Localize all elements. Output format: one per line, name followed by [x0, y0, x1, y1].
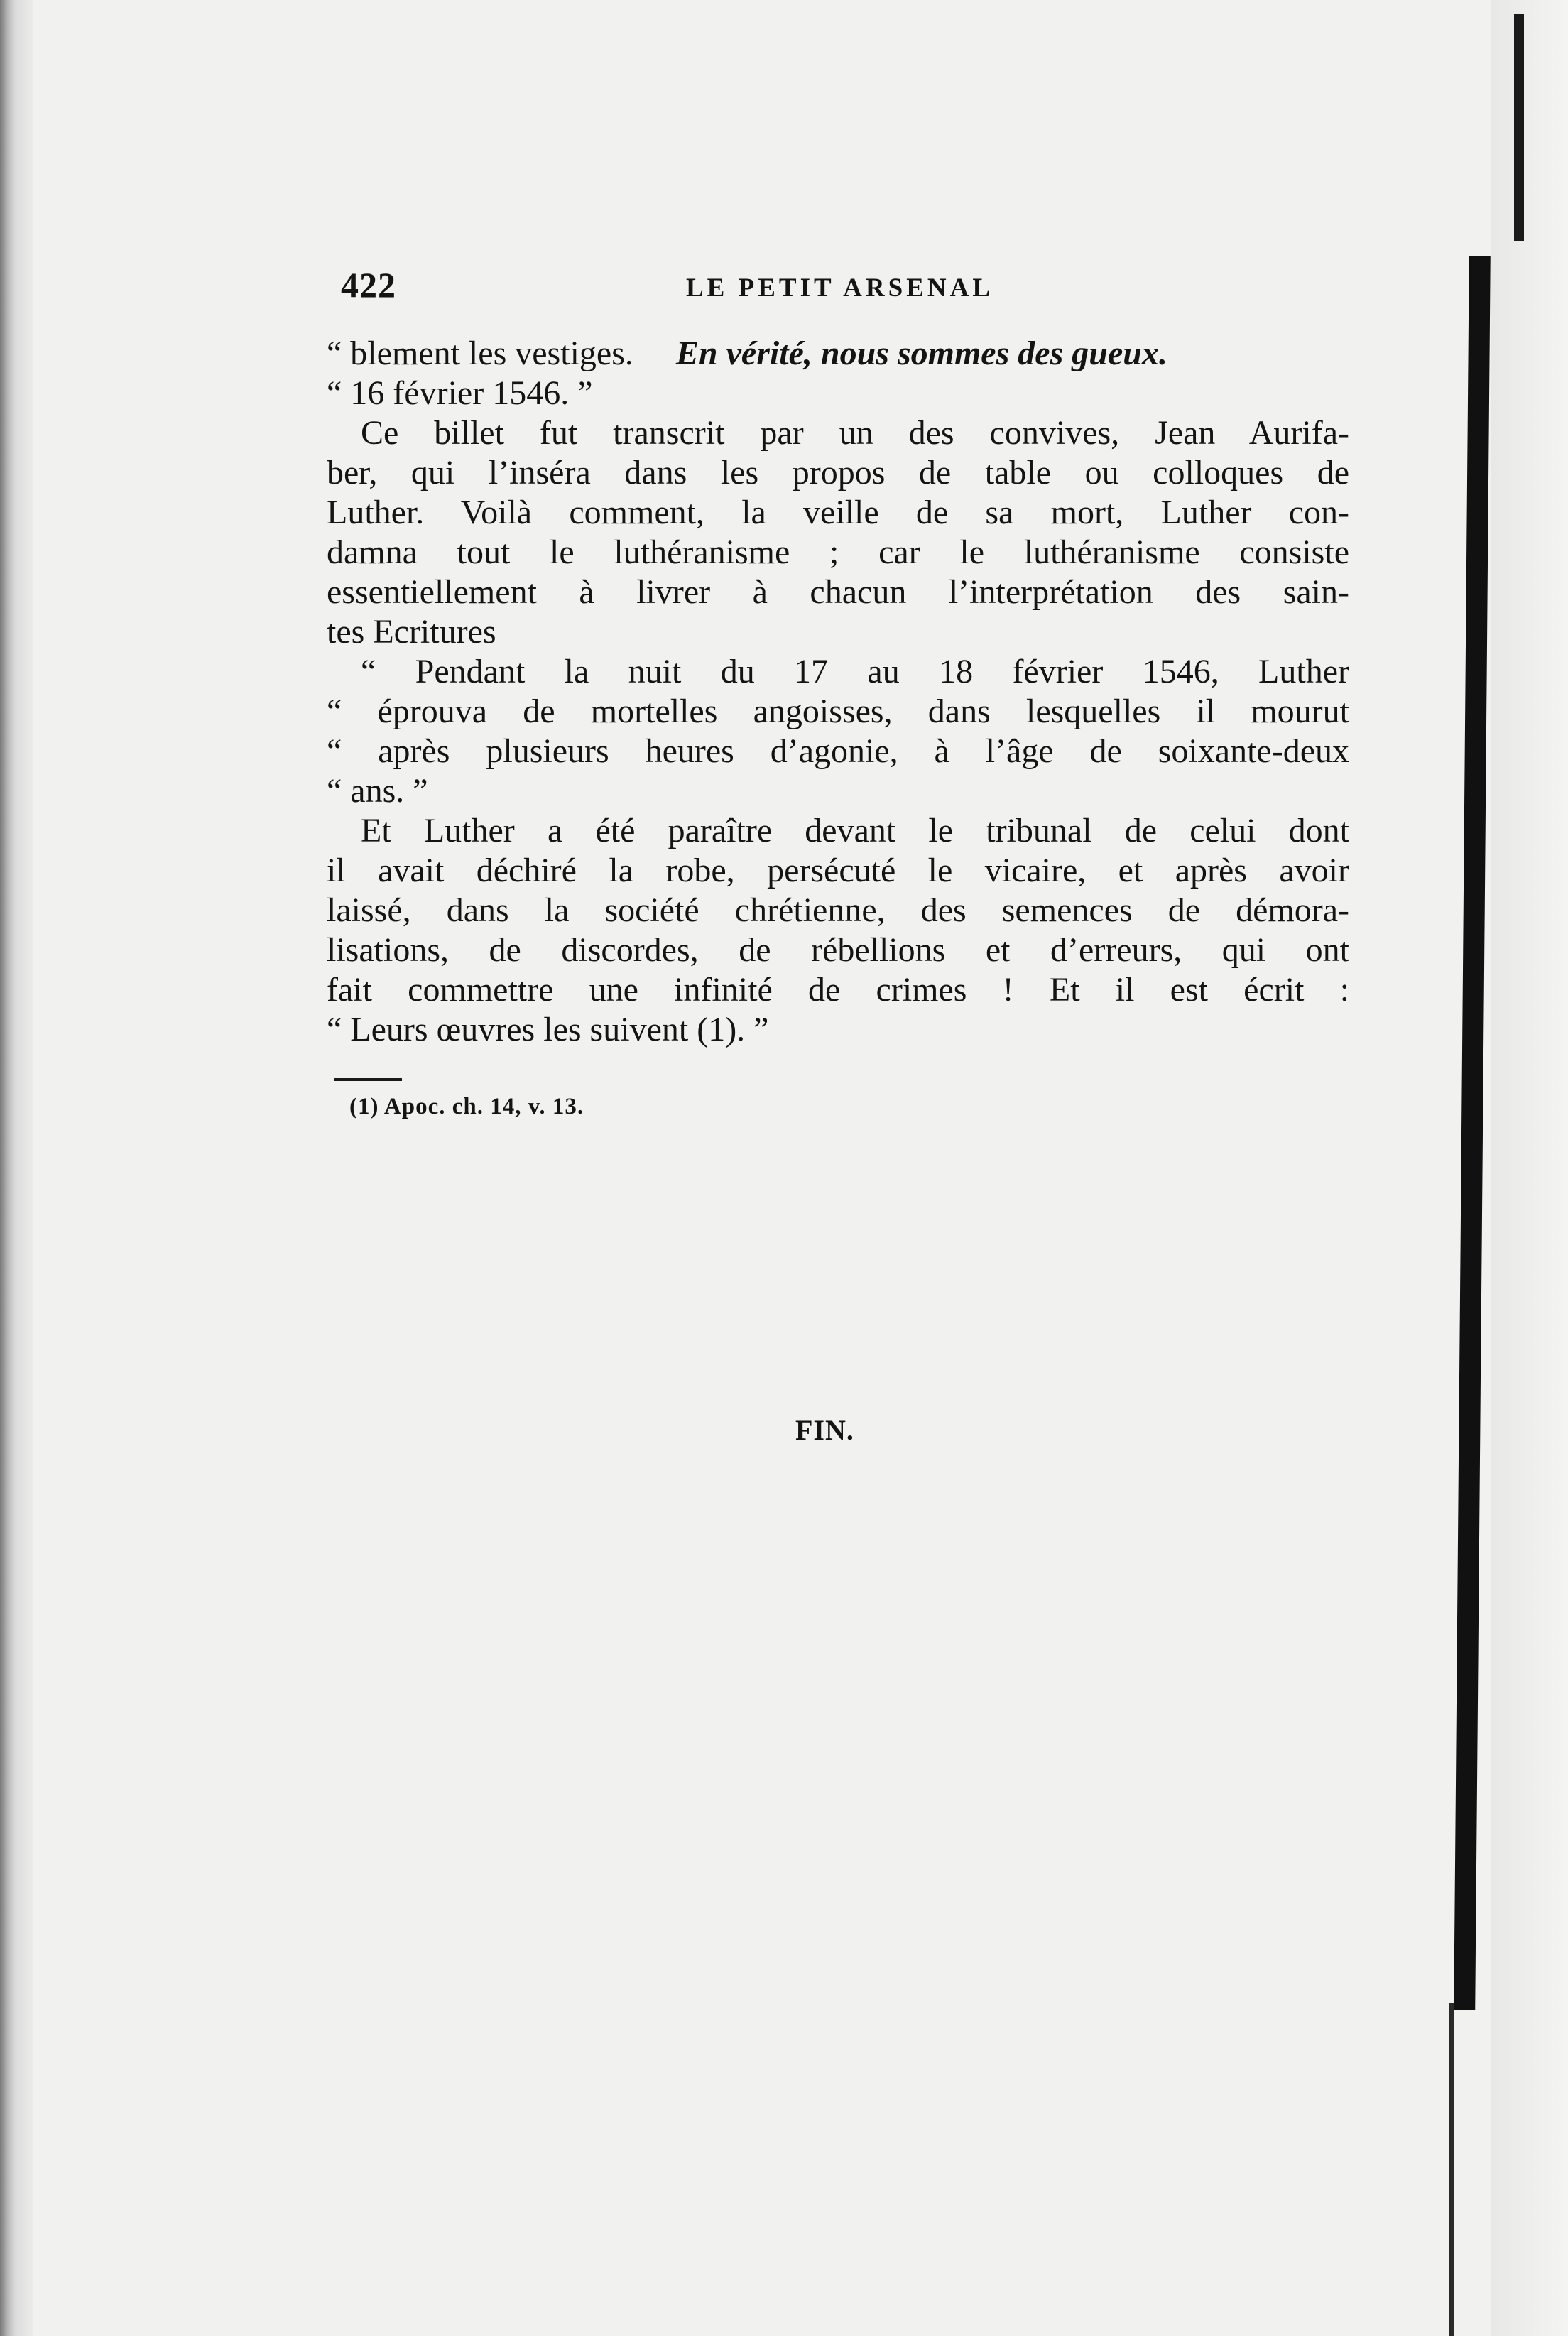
- footnote: (1) Apoc. ch. 14, v. 13.: [349, 1094, 584, 1119]
- footnote-rule: [334, 1078, 402, 1081]
- text-line: “ ans. ”: [327, 772, 428, 810]
- text-line: Luther. Voilà comment, la veille de sa mort, Luther con-: [327, 494, 1349, 531]
- text-line: tes Ecritures: [327, 613, 496, 651]
- text-line: lisations, de discordes, de rébellions et d’erreurs, qui ont: [327, 931, 1349, 969]
- text-line: “ éprouva de mortelles angoisses, dans lesquelles il mourut: [327, 692, 1349, 730]
- text-line: ber, qui l’inséra dans les propos de table ou colloques de: [327, 454, 1349, 491]
- running-head: [341, 264, 1335, 307]
- italic-phrase: En vérité, nous sommes des gueux.: [675, 335, 1167, 372]
- text-line: laissé, dans la société chrétienne, des semences de démora-: [327, 891, 1349, 929]
- text-line: “ après plusieurs heures d’agonie, à l’âge de soixante-deux: [327, 732, 1349, 770]
- text-line: il avait déchiré la robe, persécuté le vicaire, et après avoir: [327, 852, 1349, 889]
- text-line: [327, 334, 1349, 374]
- running-title: LE PETIT ARSENAL: [686, 273, 993, 303]
- text-line: Et Luther a été paraître devant le tribunal de celui dont: [361, 812, 1349, 849]
- text-line: damna tout le luthéranisme ; car le luthéranisme consiste: [327, 533, 1349, 571]
- text-line: Ce billet fut transcrit par un des convives, Jean Aurifa-: [361, 414, 1349, 452]
- end-mark: FIN.: [795, 1414, 854, 1446]
- text-fragment: “ blement les vestiges.: [327, 335, 633, 372]
- text-line: “ Leurs œuvres les suivent (1). ”: [327, 1011, 769, 1048]
- text-line: “ 16 février 1546. ”: [327, 374, 593, 412]
- text-line: “ Pendant la nuit du 17 au 18 février 1546, Luther: [361, 653, 1349, 690]
- body-text: [327, 334, 1349, 1050]
- page-number: 422: [341, 265, 396, 305]
- text-line: essentiellement à livrer à chacun l’interprétation des sain-: [327, 573, 1349, 611]
- text-line: fait commettre une infinité de crimes ! Et il est écrit :: [327, 971, 1349, 1009]
